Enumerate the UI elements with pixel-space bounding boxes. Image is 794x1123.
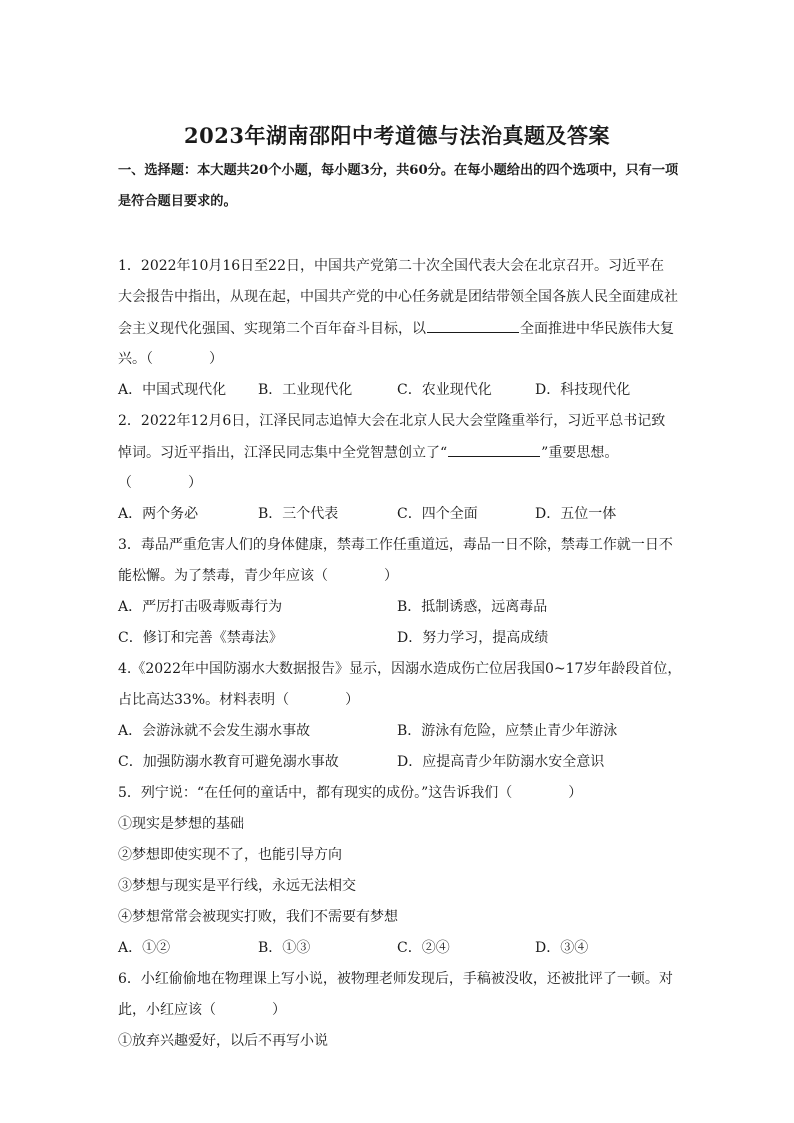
q5-item-1: ①现实是梦想的基础 <box>118 816 244 832</box>
q2-option-d: D．五位一体 <box>535 506 617 522</box>
q2-option-a: A．两个务必 <box>118 506 199 522</box>
q4-line-1: 4.《2022年中国防溺水大数据报告》显示，因溺水造成伤亡位居我国0~17岁年龄段首位， <box>118 661 682 677</box>
section-header: 一、选择题：本大题共20个小题，每小题3分，共60分。在每小题给出的四个选项中，只有一项是符合题目要求的。 <box>118 163 679 209</box>
page-title: 2023年湖南邵阳中考道德与法治真题及答案 <box>184 123 610 148</box>
q4-option-a: A．会游泳就不会发生溺水事故 <box>118 723 311 739</box>
q5-item-3: ③梦想与现实是平行线，永远无法相交 <box>118 878 356 894</box>
q6-line-2: 此，小红应该（ ） <box>118 1002 286 1018</box>
q3-line-2: 能松懈。为了禁毒，青少年应该（ ） <box>118 568 398 584</box>
q5-option-c: C．②④ <box>397 940 450 956</box>
q2-answer-blank <box>448 442 540 457</box>
q1-answer-blank <box>427 318 519 333</box>
q2-line-2 <box>118 442 618 463</box>
q1-option-a: A．中国式现代化 <box>118 382 227 398</box>
q1-line-3-after-blank: 全面推进中华民族伟大复 <box>520 321 674 337</box>
q4-line-2: 占比高达33%。材料表明（ ） <box>118 692 360 708</box>
q1-option-d: D．科技现代化 <box>535 382 631 398</box>
q2-option-c: C．四个全面 <box>397 506 478 522</box>
q2-line-3: （ ） <box>118 475 202 491</box>
q4-option-c: C．加强防溺水教育可避免溺水事故 <box>118 754 339 770</box>
q5-line-1: 5．列宁说：“在任何的童话中，都有现实的成份。”这告诉我们（ ） <box>118 785 583 801</box>
q6-line-1: 6．小红偷偷地在物理课上写小说，被物理老师发现后，手稿被没收，还被批评了一顿。对 <box>118 971 673 987</box>
q5-item-2: ②梦想即使实现不了，也能引导方向 <box>118 847 342 863</box>
q2-line-2-before-blank: 悼词。习近平指出，江泽民同志集中全党智慧创立了“ <box>118 445 448 461</box>
q4-option-d: D．应提高青少年防溺水安全意识 <box>397 754 605 770</box>
q5-option-b: B．①③ <box>258 940 311 956</box>
q4-option-b: B．游泳有危险，应禁止青少年游泳 <box>397 723 618 739</box>
q1-option-c: C．农业现代化 <box>397 382 492 398</box>
q2-option-b: B．三个代表 <box>258 506 339 522</box>
q5-option-d: D．③④ <box>535 940 589 956</box>
q2-line-2-after-blank: ”重要思想。 <box>541 445 619 461</box>
q5-option-a: A．①② <box>118 940 171 956</box>
q1-line-3-before-blank: 会主义现代化强国、实现第二个百年奋斗目标，以 <box>118 321 426 337</box>
q1-line-3 <box>118 318 674 339</box>
q3-option-a: A．严厉打击吸毒贩毒行为 <box>118 599 283 615</box>
q3-option-b: B．抵制诱惑，远离毒品 <box>397 599 548 615</box>
q1-line-1: 1．2022年10月16日至22日，中国共产党第二十次全国代表大会在北京召开。习近平在 <box>118 258 664 274</box>
q2-line-1: 2．2022年12月6日，江泽民同志追悼大会在北京人民大会堂隆重举行，习近平总书记致 <box>118 413 666 429</box>
q3-option-d: D．努力学习，提高成绩 <box>397 630 549 646</box>
q3-line-1: 3．毒品严重危害人们的身体健康，禁毒工作任重道远，毒品一日不除，禁毒工作就一日不 <box>118 537 673 553</box>
q1-option-b: B．工业现代化 <box>258 382 353 398</box>
q1-line-4: 兴。（ ） <box>118 351 223 367</box>
q5-item-4: ④梦想常常会被现实打败，我们不需要有梦想 <box>118 909 398 925</box>
q3-option-c: C．修订和完善《禁毒法》 <box>118 630 283 646</box>
q1-line-2: 大会报告中指出，从现在起，中国共产党的中心任务就是团结带领全国各族人民全面建成社 <box>118 289 678 305</box>
q6-item-1: ①放弃兴趣爱好，以后不再写小说 <box>118 1033 328 1049</box>
